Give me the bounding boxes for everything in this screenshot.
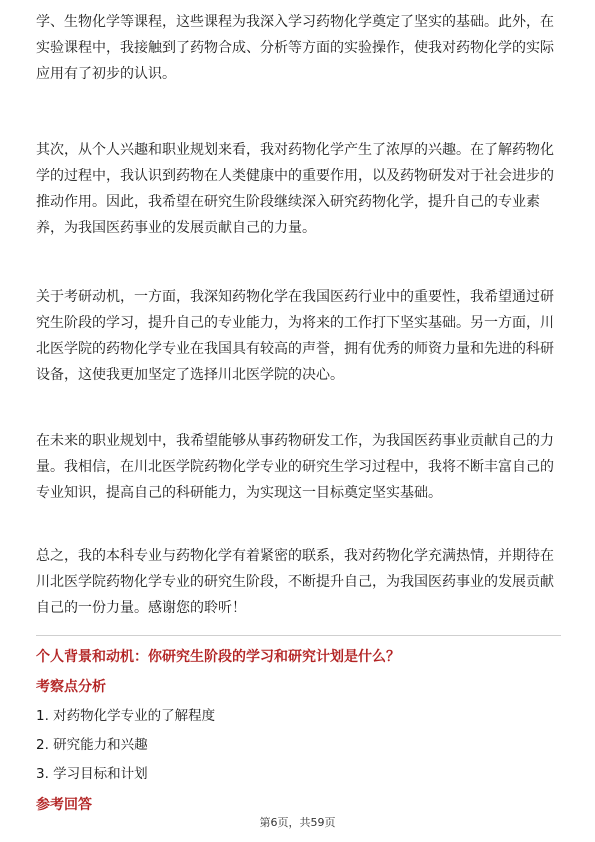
answer-heading: 参考回答 [36, 797, 92, 813]
paragraph-5: 总之，我的本科专业与药物化学有着紧密的联系，我对药物化学充满热情，并期待在川北医学院药物化学专业的研究生阶段，不断提升自己，为我国医药事业的发展贡献自己的一份力量。感谢您的聆听！ [36, 548, 554, 616]
list-item: 3. 学习目标和计划 [36, 766, 148, 782]
paragraph-2: 其次，从个人兴趣和职业规划来看，我对药物化学产生了浓厚的兴趣。在了解药物化学的过程中，我认识到药物在人类健康中的重要作用，以及药物研发对于社会进步的推动作用。因此，我希望在研究生阶段继续深入研究药物化学，提升自己的专业素养，为我国医药事业的发展贡献自己的力量。 [36, 142, 554, 236]
question-heading: 个人背景和动机：你研究生阶段的学习和研究计划是什么？ [36, 649, 400, 665]
page-footer: 第6页，共59页 [259, 816, 336, 829]
list-item: 2. 研究能力和兴趣 [36, 737, 148, 753]
analysis-list [36, 702, 215, 789]
paragraph-4: 在未来的职业规划中，我希望能够从事药物研发工作，为我国医药事业贡献自己的力量。我相信，在川北医学院药物化学专业的研究生学习过程中，我将不断丰富自己的专业知识，提高自己的科研能力，为实现这一目标奠定坚实基础。 [36, 433, 554, 501]
analysis-heading: 考察点分析 [36, 679, 106, 695]
list-item: 1. 对药物化学专业的了解程度 [36, 708, 216, 724]
paragraph-3: 关于考研动机，一方面，我深知药物化学在我国医药行业中的重要性，我希望通过研究生阶段的学习，提升自己的专业能力，为将来的工作打下坚实基础。另一方面，川北医学院的药物化学专业在我国具有较高的声誉，拥有优秀的师资力量和先进的科研设备，这使我更加坚定了选择川北医学院的决心。 [36, 289, 554, 383]
section-divider [36, 635, 561, 636]
paragraph-1: 学、生物化学等课程，这些课程为我深入学习药物化学奠定了坚实的基础。此外，在实验课程中，我接触到了药物合成、分析等方面的实验操作，使我对药物化学的实际应用有了初步的认识。 [36, 14, 554, 82]
